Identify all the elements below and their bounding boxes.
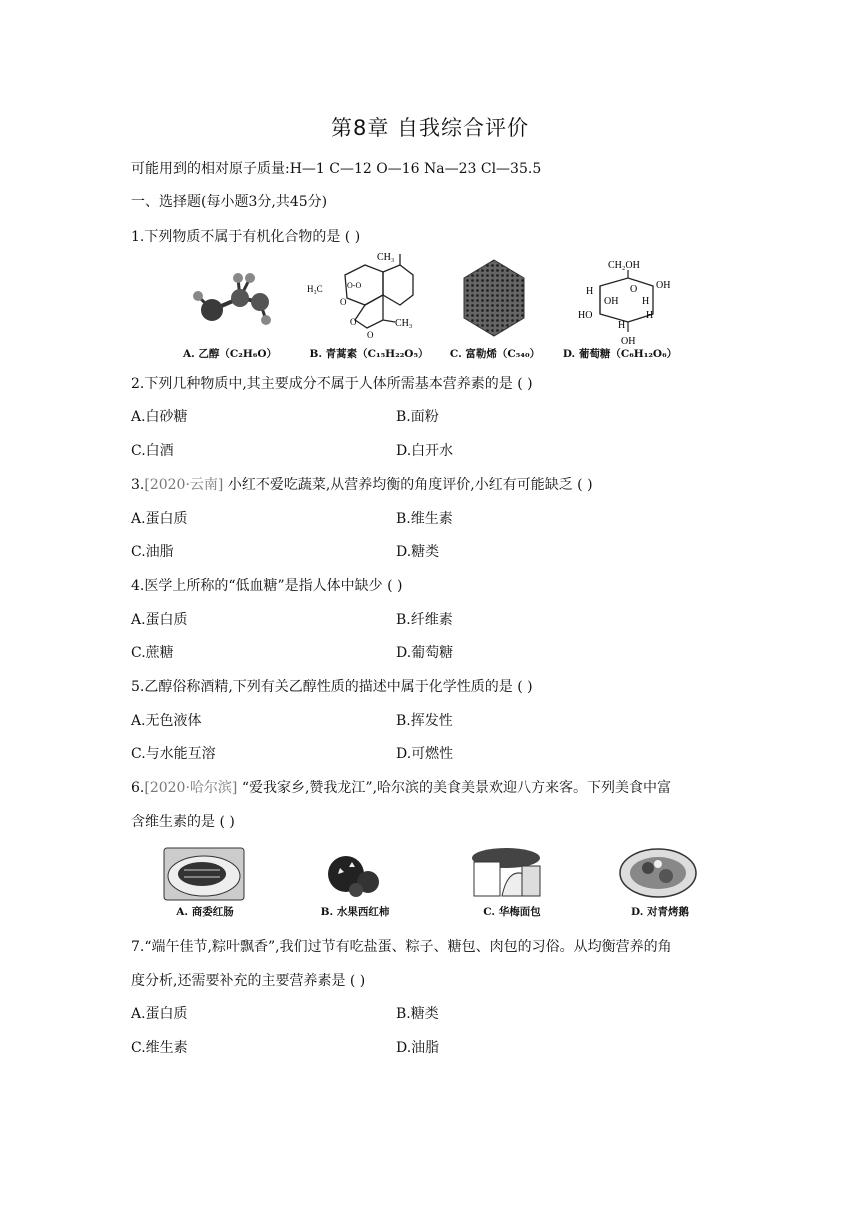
q4-option-a[interactable]: A.蛋白质 — [131, 612, 188, 628]
section-heading: 一、选择题(每小题3分,共45分) — [131, 194, 328, 210]
glucose-label-oh-bottom: OH — [621, 336, 636, 347]
q1-caption-c: C. 富勒烯（C₅₄₀） — [449, 348, 541, 360]
q5-option-b[interactable]: B.挥发性 — [396, 713, 453, 729]
artemisinin-label-ch3-top: CH₃ — [377, 252, 395, 263]
q4-option-c[interactable]: C.蔗糖 — [131, 645, 174, 661]
artemisinin-structure-image — [305, 250, 420, 340]
glucose-label-oh-mid: OH — [604, 296, 619, 307]
q3-number: 3. — [131, 477, 145, 493]
q1-caption-b: B. 青蒿素（C₁₅H₂₂O₅） — [309, 348, 429, 360]
glucose-label-h-left: H — [586, 286, 594, 297]
artemisinin-label-o3: O — [367, 330, 374, 340]
q3-option-d[interactable]: D.糖类 — [396, 544, 440, 560]
fullerene-image — [460, 258, 528, 338]
q6-source: [2020·哈尔滨] — [144, 780, 238, 796]
glucose-label-h-mid: H — [642, 296, 650, 307]
ethanol-model-image — [180, 268, 280, 338]
question-6-stem-cont: 含维生素的是 ( ) — [131, 814, 235, 830]
glucose-label-ch2oh: CH₂OH — [608, 260, 640, 271]
q6-number: 6. — [131, 780, 145, 796]
artemisinin-label-o1: O — [340, 297, 347, 307]
q4-option-d[interactable]: D.葡萄糖 — [396, 645, 454, 661]
q3-option-c[interactable]: C.油脂 — [131, 544, 174, 560]
roast-goose-image — [618, 846, 698, 900]
artemisinin-label-h3c: H₃C — [307, 284, 323, 294]
artemisinin-label-ch3-bottom: CH₃ — [395, 318, 413, 329]
question-2-stem: 2.下列几种物质中,其主要成分不属于人体所需基本营养素的是 ( ) — [131, 376, 533, 392]
question-6-stem — [131, 777, 671, 797]
q5-option-a[interactable]: A.无色液体 — [131, 713, 202, 729]
glucose-label-h-bottom: H — [618, 320, 626, 331]
q1-caption-a: A. 乙醇（C₂H₆O） — [182, 348, 278, 360]
atomic-mass-note: 可能用到的相对原子质量:H—1 C—12 O—16 Na—23 Cl—35.5 — [131, 161, 542, 177]
q6-caption-b: B. 水果西红柿 — [320, 906, 390, 918]
glucose-label-o: O — [630, 284, 638, 295]
question-1-stem: 1.下列物质不属于有机化合物的是 ( ) — [131, 229, 361, 245]
q3-text: 小红不爱吃蔬菜,从营养均衡的角度评价,小红有可能缺乏 ( ) — [223, 477, 593, 493]
q2-option-d[interactable]: D.白开水 — [396, 443, 454, 459]
q6-caption-d: D. 对青烤鹅 — [630, 906, 690, 918]
q5-option-c[interactable]: C.与水能互溶 — [131, 746, 216, 762]
q3-source: [2020·云南] — [144, 477, 224, 493]
q7-option-a[interactable]: A.蛋白质 — [131, 1006, 188, 1022]
q3-option-a[interactable]: A.蛋白质 — [131, 511, 188, 527]
glucose-structure-image — [578, 256, 678, 348]
q6-caption-a: A. 商委红肠 — [176, 906, 234, 918]
artemisinin-label-o2: O — [350, 317, 357, 327]
q4-option-b[interactable]: B.纤维素 — [396, 612, 453, 628]
q1-caption-d: D. 葡萄糖（C₆H₁₂O₆） — [562, 348, 678, 360]
q7-option-b[interactable]: B.糖类 — [396, 1006, 439, 1022]
question-3-stem — [131, 474, 593, 494]
artemisinin-label-oo: O-O — [347, 281, 362, 290]
q2-option-b[interactable]: B.面粉 — [396, 409, 439, 425]
q3-option-b[interactable]: B.维生素 — [396, 511, 453, 527]
q7-option-c[interactable]: C.维生素 — [131, 1040, 188, 1056]
tomato-image — [322, 846, 386, 900]
question-7-stem-cont: 度分析,还需要补充的主要营养素是 ( ) — [131, 973, 366, 989]
q5-option-d[interactable]: D.可燃性 — [396, 746, 454, 762]
q6-text: “爱我家乡,赞我龙江”,哈尔滨的美食美景欢迎八方来客。下列美食中富 — [237, 780, 672, 796]
page-title: 第8章 自我综合评价 — [330, 116, 530, 140]
question-5-stem: 5.乙醇俗称酒精,下列有关乙醇性质的描述中属于化学性质的是 ( ) — [131, 679, 533, 695]
q2-option-c[interactable]: C.白酒 — [131, 443, 174, 459]
q2-option-a[interactable]: A.白砂糖 — [131, 409, 188, 425]
sausage-image — [162, 846, 246, 902]
q6-caption-c: C. 华梅面包 — [483, 906, 541, 918]
glucose-label-ho: HO — [578, 310, 593, 321]
bread-image — [468, 844, 544, 900]
glucose-label-oh-right: OH — [656, 280, 671, 291]
q7-option-d[interactable]: D.油脂 — [396, 1040, 440, 1056]
question-7-stem: 7.“端午佳节,粽叶飘香”,我们过节有吃盐蛋、粽子、糖包、肉包的习俗。从均衡营养的角 — [131, 939, 672, 955]
question-4-stem: 4.医学上所称的“低血糖”是指人体中缺少 ( ) — [131, 578, 403, 594]
glucose-label-h-right: H — [646, 310, 654, 321]
